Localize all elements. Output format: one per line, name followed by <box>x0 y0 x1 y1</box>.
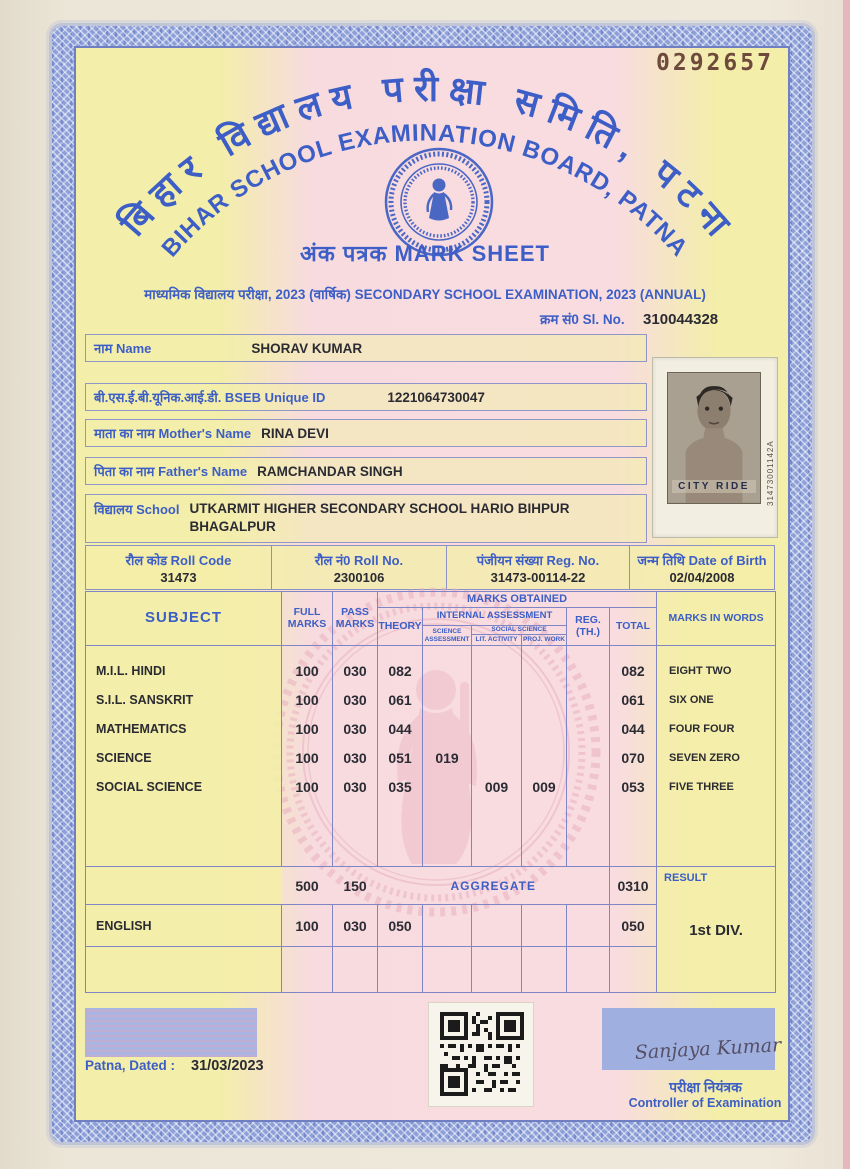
father-label: पिता का नाम Father's Name <box>94 464 248 479</box>
col-header-internal-assessment: INTERNAL ASSESSMENT <box>423 608 567 626</box>
school-label: विद्यालय School <box>94 502 180 517</box>
full-marks-column: 100 100 100 100 100 <box>282 646 333 867</box>
marksheet-title: अंक पत्रक MARK SHEET <box>300 241 550 266</box>
col-header-theory: THEORY <box>378 608 423 646</box>
dob-value: 02/04/2008 <box>669 569 735 585</box>
result-value: 1st DIV. <box>689 922 743 939</box>
col-header-proj-work: PROJ. WORK <box>522 635 567 646</box>
proj-work-column: 009 <box>522 646 567 867</box>
hologram-strip-left <box>85 1008 257 1057</box>
total-column: 082 061 044 070 053 <box>610 646 657 867</box>
student-photo <box>667 372 761 504</box>
aggregate-pass-marks: 150 <box>333 867 378 905</box>
roll-code-cell <box>85 545 272 590</box>
photo-frame <box>652 357 778 538</box>
result-label: RESULT <box>664 872 708 884</box>
field-row-mother <box>85 419 647 447</box>
place-date-row <box>85 1058 264 1074</box>
serial-number: 0292657 <box>656 50 774 76</box>
aggregate-total: 0310 <box>610 867 657 905</box>
aggregate-full-marks: 500 <box>282 867 333 905</box>
col-header-science-assessment: SCIENCE ASSESSMENT <box>423 626 472 646</box>
aggregate-row <box>86 867 776 905</box>
photo-caption: CITY RIDE <box>672 480 756 493</box>
school-value: UTKARMIT HIGHER SECONDARY SCHOOL HARIO BIHPUR BHAGALPUR <box>189 501 570 535</box>
slno-label: क्रम सं0 Sl. No. <box>540 312 625 327</box>
scan-edge-strip <box>843 0 850 1169</box>
english-row: ENGLISH 100 030 050 050 <box>86 905 776 947</box>
col-header-lit-activity: LIT. ACTIVITY <box>472 635 522 646</box>
pass-marks-column: 030 030 030 030 030 <box>333 646 378 867</box>
dob-label: जन्म तिथि Date of Birth <box>637 552 767 568</box>
bseb-id-value: 1221064730047 <box>387 389 485 405</box>
roll-code-label: रौल कोड Roll Code <box>125 552 232 568</box>
reg-no-label: पंजीयन संख्या Reg. No. <box>476 552 600 568</box>
name-value: SHORAV KUMAR <box>251 340 363 356</box>
place-date-label: Patna, Dated : <box>85 1058 176 1073</box>
col-header-reg-th: REG. (TH.) <box>567 608 610 646</box>
field-row-bseb-id <box>85 383 647 411</box>
lit-activity-column: 009 <box>472 646 522 867</box>
english-subject: ENGLISH <box>86 905 282 947</box>
mother-value: RINA DEVI <box>261 425 329 441</box>
field-row-father <box>85 457 647 485</box>
col-header-pass-marks: PASS MARKS <box>333 592 378 646</box>
marks-in-words-column: EIGHT TWO SIX ONE FOUR FOUR SEVEN ZERO FIVE THREE <box>657 646 776 867</box>
board-title-english: BIHAR SCHOOL EXAMINATION BOARD, PATNA <box>156 119 694 262</box>
theory-column: 082 061 044 051 035 <box>378 646 423 867</box>
aggregate-label: AGGREGATE <box>378 867 610 905</box>
col-header-social-science: SOCIAL SCIENCE <box>472 626 567 635</box>
col-header-subject: SUBJECT <box>86 592 282 646</box>
field-row-school <box>85 494 647 543</box>
reg-no-value: 31473-00114-22 <box>490 569 586 585</box>
col-header-marks-obtained: MARKS OBTAINED <box>378 592 657 608</box>
result-cell <box>657 867 776 993</box>
father-value: RAMCHANDAR SINGH <box>257 463 403 479</box>
controller-title-hindi: परीक्षा नियंत्रक <box>669 1079 742 1095</box>
col-header-total: TOTAL <box>610 608 657 646</box>
board-title-hindi: बिहार विद्यालय परीक्षा समिति, पटना <box>111 67 739 244</box>
science-assessment-column: 019 <box>423 646 472 867</box>
reg-th-column <box>567 646 610 867</box>
controller-signature: Sanjaya Kumar <box>634 1034 782 1064</box>
roll-no-label: रौल नं0 Roll No. <box>314 552 404 568</box>
name-label: नाम Name <box>94 341 152 356</box>
controller-title-english: Controller of Examination <box>628 1096 782 1110</box>
roll-code-value: 31473 <box>160 569 197 585</box>
date-value: 31/03/2023 <box>191 1058 264 1074</box>
slno-value: 310044328 <box>643 311 719 328</box>
col-header-full-marks: FULL MARKS <box>282 592 333 646</box>
mother-label: माता का नाम Mother's Name <box>94 426 252 441</box>
photo-side-number: 31473001142A <box>766 440 775 506</box>
bseb-id-label: बी.एस.ई.बी.यूनिक.आई.डी. BSEB Unique ID <box>94 390 326 405</box>
qr-code <box>428 1002 534 1107</box>
col-header-marks-in-words: MARKS IN WORDS <box>657 592 776 646</box>
subject-column: M.I.L. HINDI S.I.L. SANSKRIT MATHEMATICS SCIENCE SOCIAL SCIENCE <box>86 646 282 867</box>
field-row-name <box>85 334 647 362</box>
dob-cell <box>630 545 775 590</box>
exam-title-line: माध्यमिक विद्यालय परीक्षा, 2023 (वार्षिक) SECONDARY SCHOOL EXAMINATION, 2023 (ANNUAL) <box>144 287 706 302</box>
roll-no-value: 2300106 <box>333 569 385 585</box>
marks-table <box>85 591 776 993</box>
serial-no-row <box>540 310 780 329</box>
